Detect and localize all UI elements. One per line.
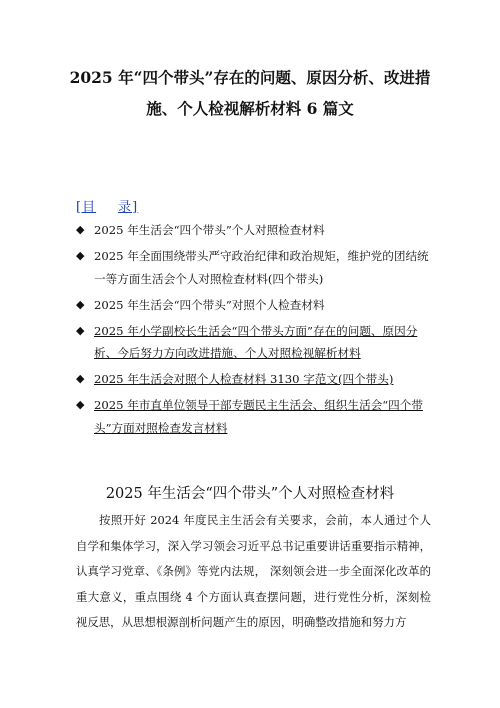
toc-item-text: 2025 年全面围绕带头严守政治纪律和政治规矩，维护党的团结统一等方面生活会个人对照检查材料(四个带头)	[94, 249, 429, 286]
toc-item-link[interactable]: 2025 年小学副校长生活会“四个带头方面”存在的问题、原因分析、今后努力方向改进措施、个人对照检视解析材料	[94, 323, 418, 360]
toc-heading-close: 录]	[118, 200, 139, 215]
toc-item[interactable]	[76, 294, 431, 317]
document-title-line-1: 2025 年“四个带头”存在的问题、原因分析、改进措	[69, 68, 431, 87]
toc-item[interactable]	[76, 219, 431, 242]
toc-item-link[interactable]: 2025 年生活会对照个人检查材料 3130 字范文(四个带头)	[94, 372, 394, 386]
toc-item[interactable]	[76, 320, 431, 365]
diamond-bullet-icon: ◆	[76, 249, 85, 262]
document-title-line-2: 施、个人检视解析材料 6 篇文	[146, 99, 354, 118]
diamond-bullet-icon: ◆	[76, 398, 85, 411]
toc-item-text: 2025 年生活会“四个带头”对照个人检查材料	[94, 297, 325, 312]
toc-heading-open: [目	[76, 200, 97, 215]
document-title	[40, 62, 460, 124]
diamond-bullet-icon: ◆	[76, 223, 85, 236]
toc-item[interactable]	[76, 394, 431, 439]
toc-item-text: 2025 年生活会“四个带头”个人对照检查材料	[94, 223, 325, 237]
body-paragraph: 按照开好 2024 年度民主生活会有关要求，会前，本人通过个人自学和集体学习，深入学习领会习近平总书记重要讲话重要指示精神，认真学习党章、《条例》等党内法规， 深刻领会进一步全面深化改革的重大意义，重点围绕 4 个方面认真查摆问题，进行党性分析，深刻检视反思，从思想根源剖析问题产生的原因，明确整改措施和努力方	[76, 513, 431, 630]
diamond-bullet-icon: ◆	[76, 297, 85, 311]
section-title: 2025 年生活会“四个带头”个人对照检查材料	[105, 486, 395, 502]
toc-item[interactable]	[76, 245, 431, 290]
toc-heading[interactable]	[76, 196, 138, 215]
diamond-bullet-icon: ◆	[76, 323, 85, 337]
toc-item-link[interactable]: 2025 年市直单位领导干部专题民主生活会、组织生活会“四个带头”方面对照检查发言材料	[94, 398, 423, 435]
diamond-bullet-icon: ◆	[76, 372, 85, 385]
table-of-contents	[76, 219, 431, 443]
toc-item[interactable]	[76, 368, 431, 391]
